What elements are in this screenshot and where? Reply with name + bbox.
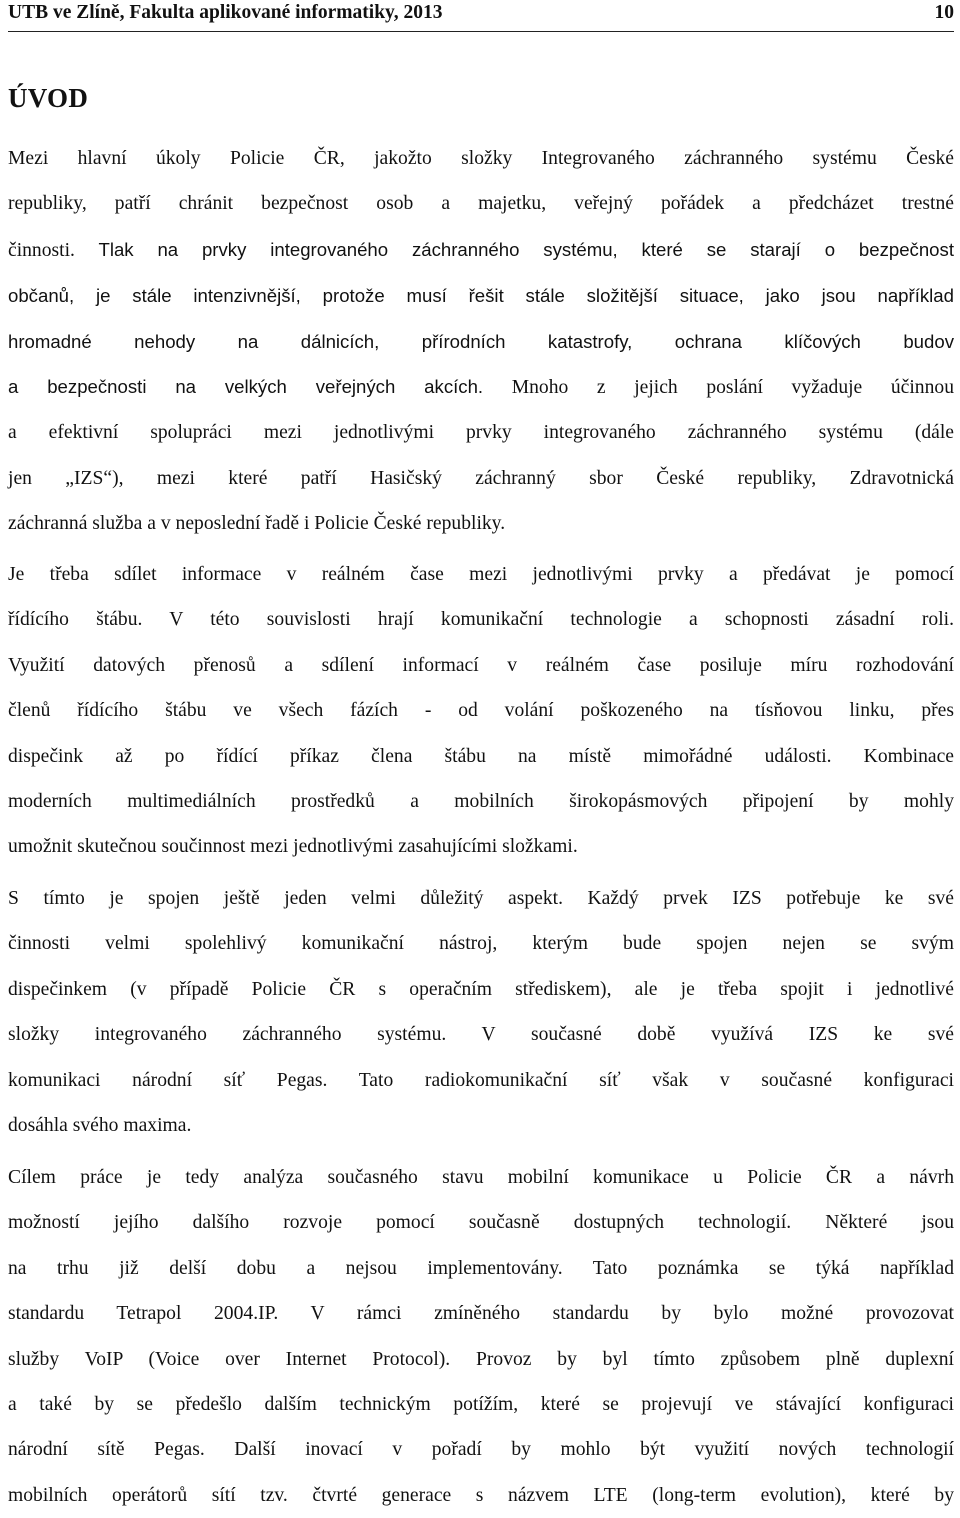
text-line: činnosti velmi spolehlivý komunikační nástroj, kterým bude spojen nejen se svým — [8, 933, 954, 955]
text-line: Je třeba sdílet informace v reálném čase mezi jednotlivými prvky a předávat je pomocí — [8, 564, 954, 585]
section-heading: ÚVOD — [8, 83, 89, 113]
text-line: republiky, patří chránit bezpečnost osob a majetku, veřejný pořádek a předcházet trestné — [8, 193, 954, 215]
text-line: standardu Tetrapol 2004.IP. V rámci zmíněného standardu by bylo možné provozovat — [8, 1303, 954, 1325]
text-line: na trhu již delší dobu a nejsou implementovány. Tato poznámka se týká například — [8, 1257, 954, 1279]
text-line: možností jejího dalšího rozvoje pomocí současně dostupných technologií. Některé jsou — [8, 1212, 954, 1234]
text-line: záchranná služba a v neposlední řadě i Policie České republiky. — [8, 513, 506, 535]
paragraph-3 — [8, 876, 954, 1148]
text-line: Využití datových přenosů a sdílení informací v reálném čase posiluje míru rozhodování — [8, 654, 954, 676]
text-line: a efektivní spolupráci mezi jednotlivými prvky integrovaného záchranného systému (dále — [8, 422, 954, 444]
page-header — [8, 0, 954, 26]
page-number: 10 — [934, 2, 954, 23]
text-line: služby VoIP (Voice over Internet Protocol). Provoz by byl tímto způsobem plně duplexní — [8, 1348, 954, 1370]
paragraph-4 — [8, 1155, 954, 1518]
text-line: dosáhla svého maxima. — [8, 1115, 192, 1137]
text-line: občanů, je stále intenzivnější, protože musí řešit stále složitější situace, jako jsou například — [8, 285, 954, 307]
paragraph-2 — [8, 552, 954, 870]
text-line: národní sítě Pegas. Další inovací v pořadí by mohlo být využití nových technologií — [8, 1439, 954, 1461]
text-line: mobilních operátorů sítí tzv. čtvrté generace s názvem LTE (long-term evolution), které by — [8, 1484, 954, 1506]
text-line: komunikaci národní síť Pegas. Tato radiokomunikační síť však v současné konfiguraci — [8, 1069, 954, 1091]
paragraph-1 — [8, 136, 954, 547]
text-line: členů řídícího štábu ve všech fázích - od volání poškozeného na tísňovou linku, přes — [8, 700, 954, 722]
text-line: jen „IZS“), mezi které patří Hasičský záchranný sbor České republiky, Zdravotnická — [8, 467, 954, 489]
text-run: a bezpečnosti na velkých veřejných akcích. — [8, 376, 484, 398]
text-run: Mnoho z jejich poslání vyžaduje účinnou — [483, 377, 954, 399]
text-line: umožnit skutečnou součinnost mezi jednotlivými zasahujícími složkami. — [8, 836, 578, 858]
text-line: řídícího štábu. V této souvislosti hrají komunikační technologie a schopnosti zásadní roli. — [8, 609, 954, 631]
text-line: moderních multimediálních prostředků a mobilních širokopásmových připojení by mohly — [8, 791, 954, 813]
header-title: UTB ve Zlíně, Fakulta aplikované informatiky, 2013 — [8, 2, 443, 23]
text-line: Mezi hlavní úkoly Policie ČR, jakožto složky Integrovaného záchranného systému České — [8, 148, 954, 169]
text-line: Cílem práce je tedy analýza současného stavu mobilní komunikace u Policie ČR a návrh — [8, 1167, 954, 1188]
header-divider — [8, 31, 954, 32]
text-line: hromadné nehody na dálnicích, přírodních katastrofy, ochrana klíčových budov — [8, 330, 954, 352]
text-line: složky integrovaného záchranného systému. V současné době využívá IZS ke své — [8, 1024, 954, 1046]
text-run: Tlak na prvky integrovaného záchranného systému, které se starají o bezpečnost — [74, 238, 954, 260]
text-line: a také by se předešlo dalším technickým potížím, které se projevují ve stávající konfiguraci — [8, 1394, 954, 1416]
text-line — [8, 227, 954, 273]
text-line: dispečinkem (v případě Policie ČR s operačním střediskem), ale je třeba spojit i jednotlivé — [8, 978, 954, 1000]
text-line — [8, 364, 954, 410]
text-line: S tímto je spojen ještě jeden velmi důležitý aspekt. Každý prvek IZS potřebuje ke své — [8, 888, 954, 909]
text-run: činnosti. — [8, 239, 75, 261]
text-line: dispečink až po řídící příkaz člena štábu na místě mimořádné události. Kombinace — [8, 745, 954, 767]
